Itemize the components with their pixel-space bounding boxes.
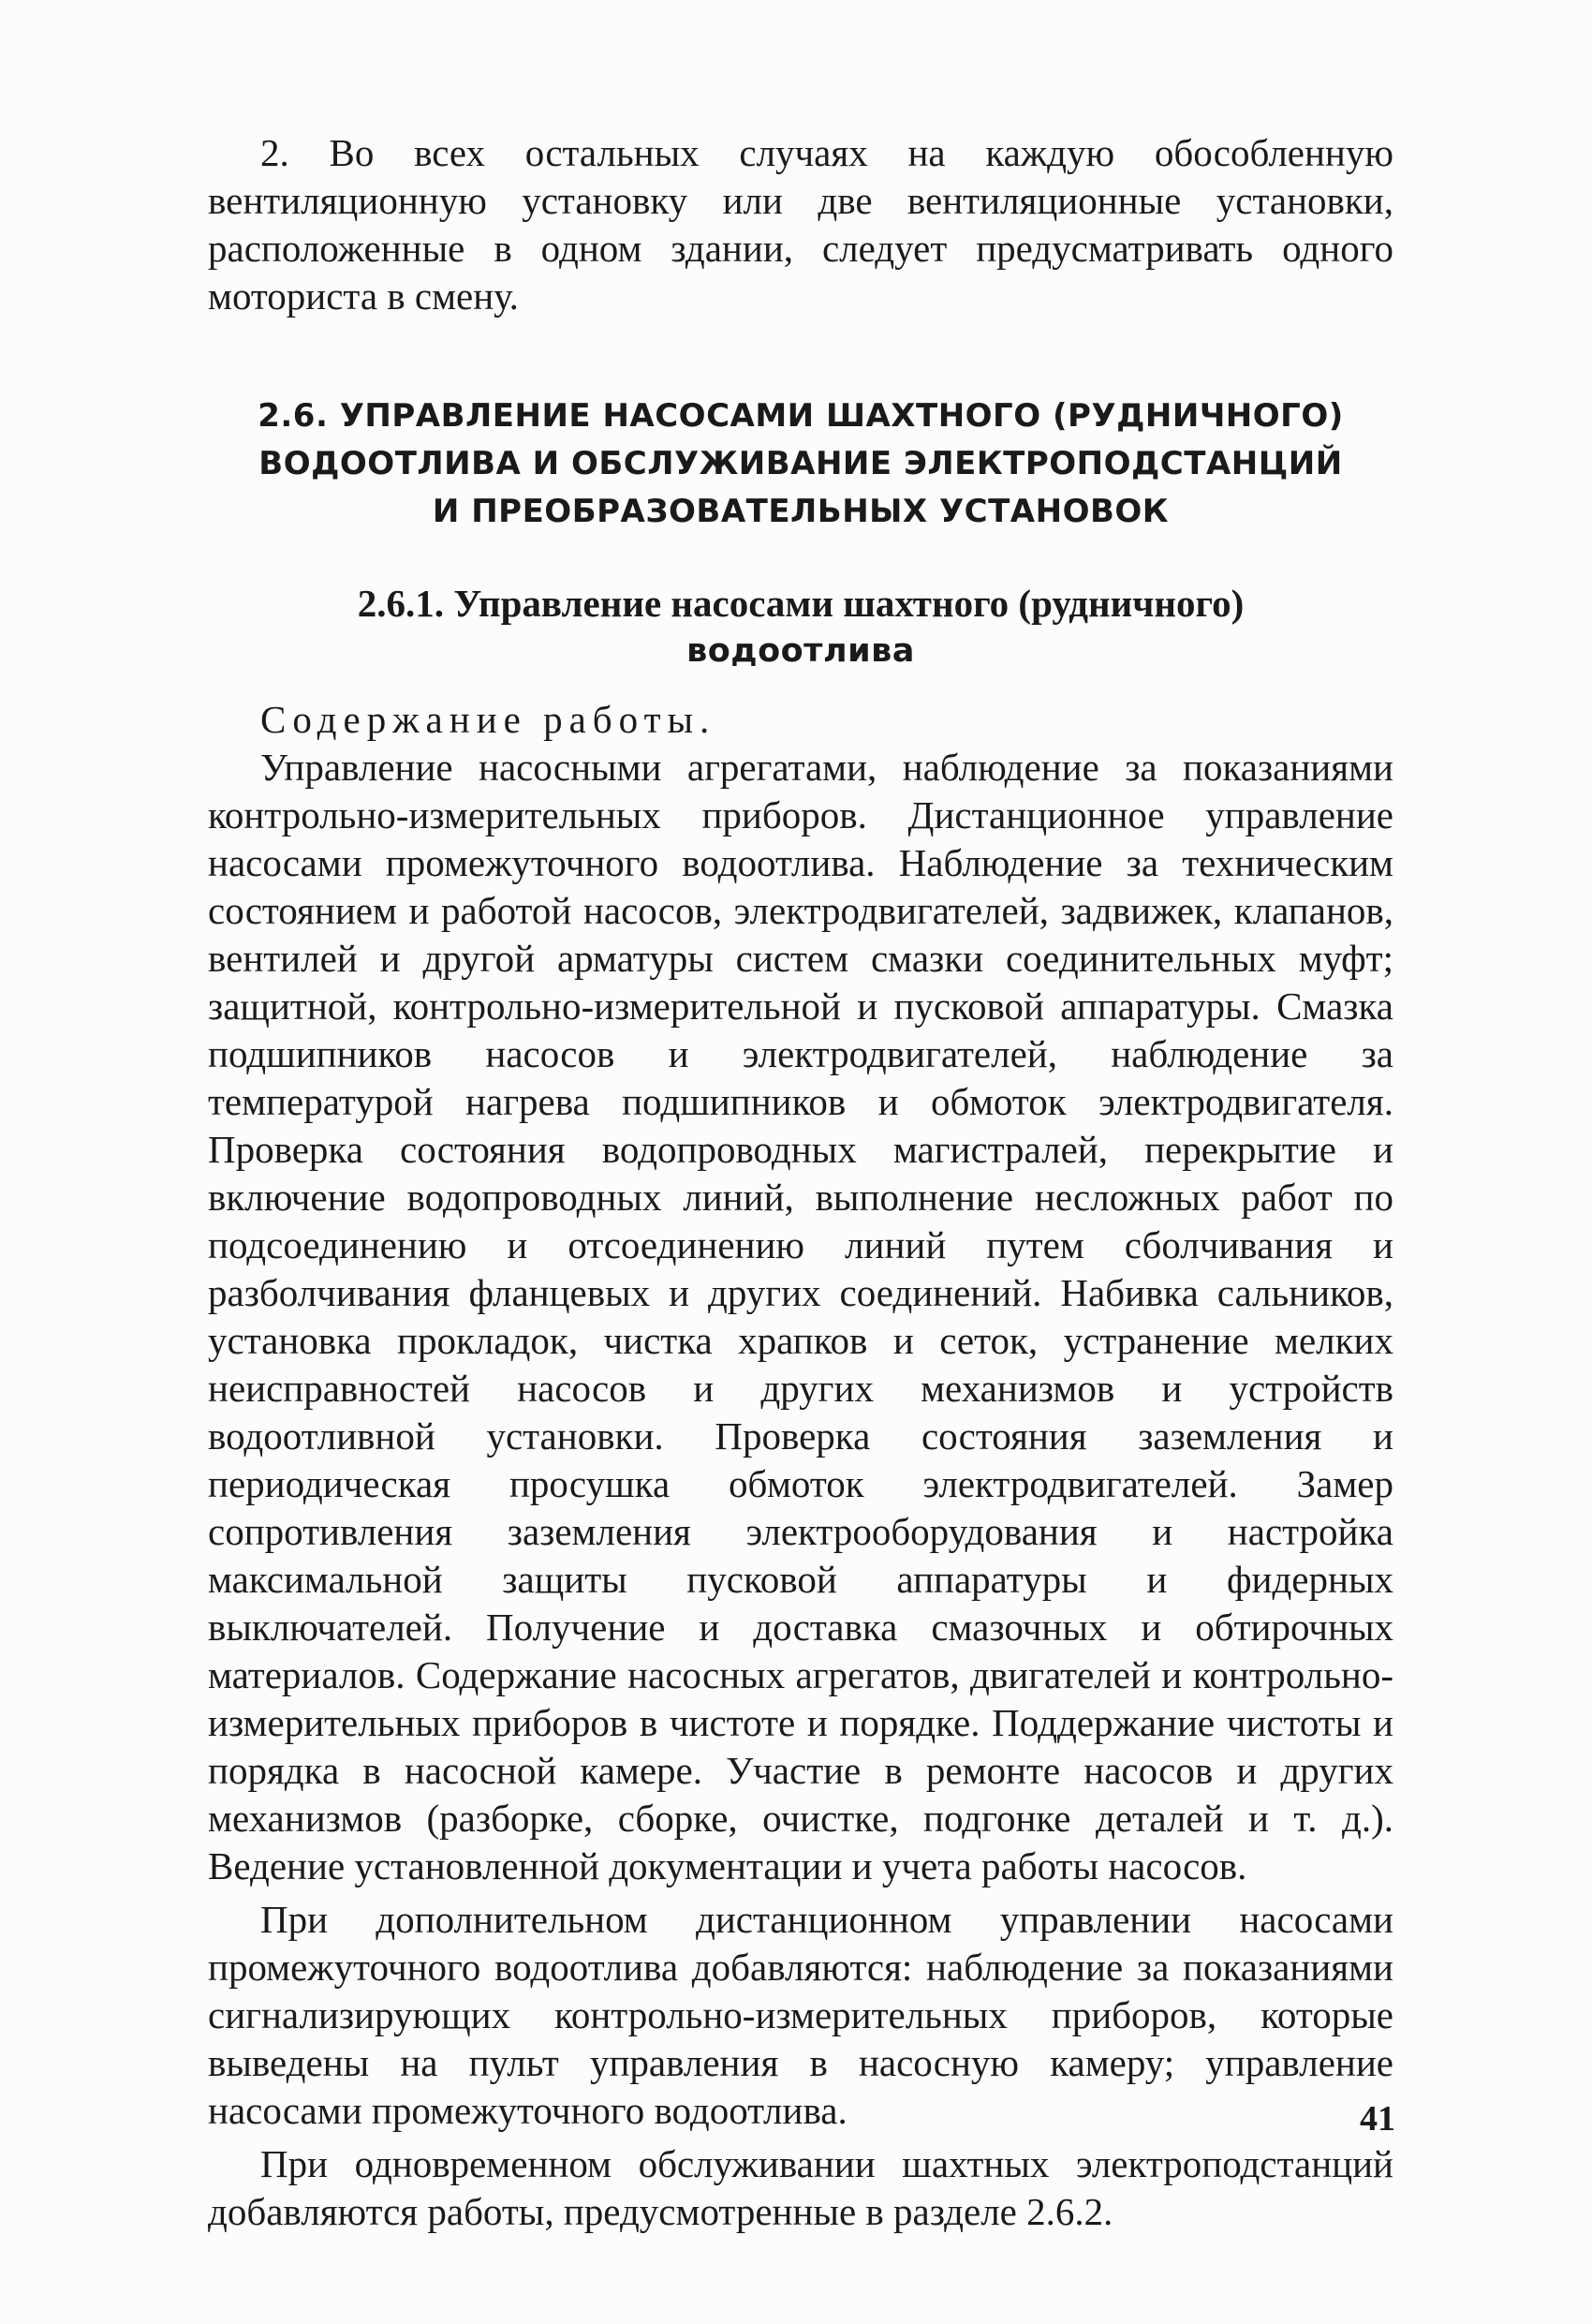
page-number: 41 xyxy=(1360,2099,1395,2139)
subsection-heading-line: водоотлива xyxy=(686,632,915,670)
subsection-heading xyxy=(208,580,1393,675)
section-heading-line: И ПРЕОБРАЗОВАТЕЛЬНЫХ УСТАНОВОК xyxy=(432,493,1170,530)
substation-paragraph: При одновременном обслуживании шахтных электроподстанций добавляются работы, предусмотренные в разделе 2.6.2. xyxy=(208,2142,1393,2233)
work-content-paragraph: Управление насосными агрегатами, наблюдение за показаниями контрольно-измерительных приборов. Дистанционное управление насосами промежуточного водоотлива. Наблюдение за техническим состоянием и работой насосов, электродвигателей, задвижек, клапанов, вентилей и другой арматуры систем смазки соединительных муфт; защитной, контрольно-измерительной и пусковой аппаратуры. Смазка подшипников насосов и электродвигателей, наблюдение за температурой нагрева подшипников и обмоток электродвигателя. Проверка состояния водопроводных магистралей, перекрытие и включение водопроводных линий, выполнение несложных работ по подсоединению и отсоединению линий путем сболчивания и разболчивания фланцевых и других соединений. Набивка сальников, установка прокладок, чистка храпков и сеток, устранение мелких неисправностей насосов и других механизмов и устройств водоотливной установки. Проверка состояния заземления и периодическая просушка обмоток электродвигателей. Замер сопротивления заземления электрооборудования и настройка максимальной защиты пусковой аппаратуры и фидерных выключателей. Получение и доставка смазочных и обтирочных материалов. Содержание насосных агрегатов, двигателей и контрольно-измерительных приборов в чистоте и порядке. Поддержание чистоты и порядка в насосной камере. Участие в ремонте насосов и других механизмов (разборке, сборке, очистке, подгонке деталей и т. д.). Ведение установленной документации и учета работы насосов. xyxy=(208,746,1393,1887)
section-heading-line: ВОДООТЛИВА И ОБСЛУЖИВАНИЕ ЭЛЕКТРОПОДСТАНЦИЙ xyxy=(258,445,1343,482)
text-column xyxy=(208,129,1393,2236)
remote-control-paragraph: При дополнительном дистанционном управлении насосами промежуточного водоотлива добавляются: наблюдение за показаниями сигнализирующих контрольно-измерительных приборов, которые выведены на пульт управления в насосную камеру; управление насосами промежуточного водоотлива. xyxy=(208,1898,1393,2132)
intro-paragraph: 2. Во всех остальных случаях на каждую обособленную вентиляционную установку или две вентиляционные установки, расположенные в одном здании, следует предусматривать одного моториста в смену. xyxy=(208,131,1393,318)
section-heading xyxy=(208,392,1393,536)
subsection-heading-line: 2.6.1. Управление насосами шахтного (рудничного) xyxy=(357,582,1245,625)
work-content-label: Содержание работы. xyxy=(260,698,716,741)
section-heading-line: 2.6. УПРАВЛЕНИЕ НАСОСАМИ ШАХТНОГО (РУДНИЧНОГО) xyxy=(258,397,1344,435)
